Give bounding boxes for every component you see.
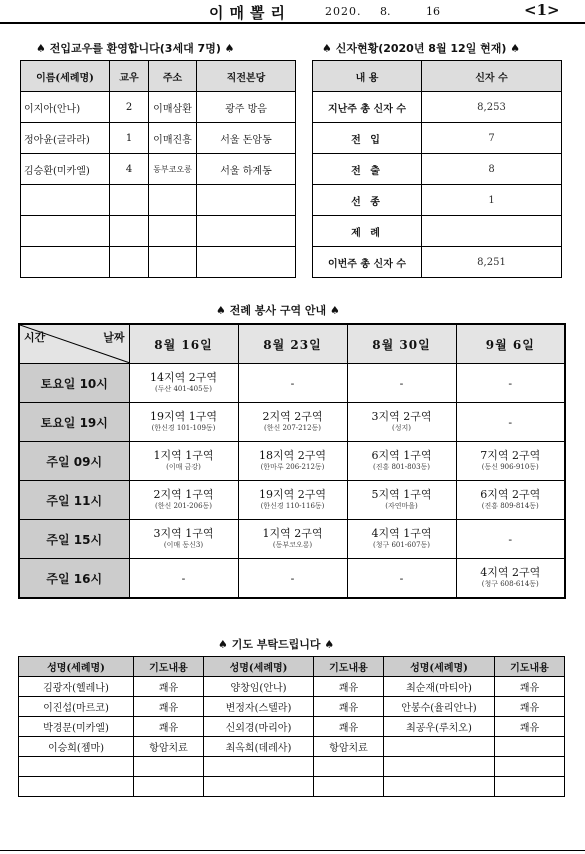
col-prayer-content: 기도내용 xyxy=(134,657,204,677)
table-row xyxy=(313,247,562,278)
date-year: 2020. xyxy=(325,5,362,18)
col-name: 이름(세례명) xyxy=(21,61,110,92)
table-row xyxy=(21,154,296,185)
service-date: 8월 16일 xyxy=(129,324,238,364)
newcomers-header-row xyxy=(21,61,296,92)
members-header-row xyxy=(313,61,562,92)
service-cell xyxy=(347,559,456,599)
newcomer-name: 이지아(안나) xyxy=(21,92,110,123)
prayer-name xyxy=(384,737,495,757)
member-value xyxy=(422,216,562,247)
prayer-name: 이승희(젬마) xyxy=(19,737,134,757)
zone-label: - xyxy=(181,571,186,585)
col-address: 주소 xyxy=(149,61,197,92)
members-table xyxy=(312,60,562,278)
prayer-name: 양창임(안나) xyxy=(204,677,314,697)
member-label: 이번주 총 신자 수 xyxy=(313,247,422,278)
newcomer-address: 동부코오롱 xyxy=(149,154,197,185)
service-date: 8월 23일 xyxy=(238,324,347,364)
prayer-header-row xyxy=(19,657,565,677)
corner-date-label: 날짜 xyxy=(103,331,125,344)
zone-detail: (청구 601-607동) xyxy=(372,541,431,549)
service-cell xyxy=(238,442,347,481)
service-cell xyxy=(347,403,456,442)
zone-label: - xyxy=(399,376,404,390)
col-prayer-content: 기도내용 xyxy=(495,657,565,677)
prayer-title: ♠ 기도 부탁드립니다 ♠ xyxy=(218,638,335,651)
zone-detail: (동신 906-910동) xyxy=(481,463,539,471)
date-day: 16 xyxy=(426,5,440,18)
service-cell xyxy=(456,520,565,559)
col-prayer-name: 성명(세례명) xyxy=(19,657,134,677)
prayer-name: 안봉수(율리안나) xyxy=(384,697,495,717)
service-row xyxy=(19,403,565,442)
newcomer-count: 2 xyxy=(110,92,149,123)
newcomer-name: 정아윤(글라라) xyxy=(21,123,110,154)
col-parish: 직전본당 xyxy=(197,61,296,92)
member-label: 지난주 총 신자 수 xyxy=(313,92,422,123)
prayer-name: 최옥희(데레사) xyxy=(204,737,314,757)
zone-label: 3지역 1구역 xyxy=(153,527,214,540)
prayer-content: 쾌유 xyxy=(134,697,204,717)
table-row xyxy=(313,216,562,247)
zone-detail: (청구 608-614동) xyxy=(481,580,539,588)
service-cell xyxy=(347,364,456,403)
page-header xyxy=(0,0,585,24)
service-cell xyxy=(456,403,565,442)
zone-label: 2지역 2구역 xyxy=(262,410,323,423)
service-header-row xyxy=(19,324,565,364)
member-value: 7 xyxy=(422,123,562,154)
zone-detail: (자연마을) xyxy=(385,502,418,510)
header-rule xyxy=(0,22,585,24)
service-time: 토요일 19시 xyxy=(19,403,129,442)
zone-detail: (동부코오롱) xyxy=(272,541,313,549)
zone-label: 2지역 1구역 xyxy=(153,488,214,501)
zone-label: 4지역 2구역 xyxy=(480,566,541,579)
prayer-name: 신외경(마리아) xyxy=(204,717,314,737)
zone-detail: (이매 금강) xyxy=(166,463,201,471)
prayer-content: 항암치료 xyxy=(134,737,204,757)
service-cell xyxy=(238,481,347,520)
service-cell xyxy=(456,559,565,599)
newcomer-address: 이매진흥 xyxy=(149,123,197,154)
prayer-name: 박경문(미카엘) xyxy=(19,717,134,737)
zone-label: 19지역 2구역 xyxy=(259,488,326,501)
date-month: 8. xyxy=(380,5,391,18)
zone-label: 19지역 1구역 xyxy=(150,410,217,423)
newcomers-table xyxy=(20,60,296,278)
member-label: 전 입 xyxy=(313,123,422,154)
newcomer-parish: 서울 돈암동 xyxy=(197,123,296,154)
footer-rule xyxy=(0,850,585,851)
service-cell xyxy=(456,481,565,520)
service-cell xyxy=(456,364,565,403)
prayer-name: 최공우(루치오) xyxy=(384,717,495,737)
col-members: 신자 수 xyxy=(422,61,562,92)
member-label: 전 출 xyxy=(313,154,422,185)
newcomer-count: 4 xyxy=(110,154,149,185)
col-count: 교우 xyxy=(110,61,149,92)
members-title: ♠ 신자현황(2020년 8월 12일 현재) ♠ xyxy=(322,42,521,55)
newcomer-parish: 광주 방음 xyxy=(197,92,296,123)
prayer-content xyxy=(495,737,565,757)
prayer-content: 항암치료 xyxy=(314,737,384,757)
zone-detail: (이매 동신3) xyxy=(163,541,204,549)
col-prayer-content: 기도내용 xyxy=(314,657,384,677)
service-time: 토요일 10시 xyxy=(19,364,129,403)
prayer-content: 쾌유 xyxy=(134,677,204,697)
zone-label: 4지역 1구역 xyxy=(371,527,432,540)
table-row-empty xyxy=(21,185,296,216)
table-row xyxy=(19,697,565,717)
service-cell xyxy=(238,520,347,559)
table-row-empty xyxy=(21,247,296,278)
table-row-empty xyxy=(19,777,565,797)
prayer-content: 쾌유 xyxy=(314,697,384,717)
zone-label: - xyxy=(508,532,513,546)
service-cell xyxy=(347,481,456,520)
service-row xyxy=(19,520,565,559)
prayer-content: 쾌유 xyxy=(314,717,384,737)
table-row xyxy=(21,92,296,123)
service-row xyxy=(19,481,565,520)
service-cell xyxy=(456,442,565,481)
service-time: 주일 15시 xyxy=(19,520,129,559)
service-cell xyxy=(129,559,238,599)
zone-detail: (한신경 101-109동) xyxy=(151,424,216,432)
table-row-empty xyxy=(21,216,296,247)
member-value: 8 xyxy=(422,154,562,185)
zone-label: 1지역 2구역 xyxy=(262,527,323,540)
member-label: 제 례 xyxy=(313,216,422,247)
prayer-name: 변정자(스텔라) xyxy=(204,697,314,717)
zone-detail: (한신 201-206동) xyxy=(154,502,213,510)
service-cell xyxy=(129,364,238,403)
member-value: 8,251 xyxy=(422,247,562,278)
service-date: 8월 30일 xyxy=(347,324,456,364)
zone-detail: (두산 401-405동) xyxy=(154,385,213,393)
zone-label: 1지역 1구역 xyxy=(153,449,214,462)
service-cell xyxy=(238,403,347,442)
service-table xyxy=(18,323,566,599)
service-time: 주일 16시 xyxy=(19,559,129,599)
prayer-content: 쾌유 xyxy=(495,697,565,717)
prayer-name: 최순재(마티아) xyxy=(384,677,495,697)
page-number: <1> xyxy=(524,1,560,19)
table-row-empty xyxy=(19,757,565,777)
zone-label: 14지역 2구역 xyxy=(150,371,217,384)
service-cell xyxy=(129,520,238,559)
zone-detail: (성지) xyxy=(392,424,411,432)
member-label: 선 종 xyxy=(313,185,422,216)
prayer-content: 쾌유 xyxy=(134,717,204,737)
table-row xyxy=(313,123,562,154)
service-cell xyxy=(238,559,347,599)
bulletin-title: 이매뽈리 xyxy=(209,4,291,22)
service-row xyxy=(19,364,565,403)
newcomer-name: 김승환(미카엘) xyxy=(21,154,110,185)
newcomer-parish: 서울 하계동 xyxy=(197,154,296,185)
service-date: 9월 6일 xyxy=(456,324,565,364)
table-row xyxy=(313,154,562,185)
table-row xyxy=(19,677,565,697)
zone-detail: (한신경 110-116동) xyxy=(260,502,325,510)
zone-label: - xyxy=(399,571,404,585)
prayer-content: 쾌유 xyxy=(495,677,565,697)
zone-label: 6지역 1구역 xyxy=(371,449,432,462)
zone-label: 18지역 2구역 xyxy=(259,449,326,462)
corner-time-label: 시간 xyxy=(24,331,46,344)
newcomers-title: ♠ 전입교우를 환영합니다(3세대 7명) ♠ xyxy=(36,42,235,55)
service-cell xyxy=(129,481,238,520)
zone-label: - xyxy=(290,571,295,585)
col-prayer-name: 성명(세례명) xyxy=(204,657,314,677)
corner-cell xyxy=(19,324,129,364)
table-row xyxy=(313,92,562,123)
zone-label: 7지역 2구역 xyxy=(480,449,541,462)
zone-label: - xyxy=(508,415,513,429)
newcomer-address: 이매삼환 xyxy=(149,92,197,123)
newcomer-count: 1 xyxy=(110,123,149,154)
table-row xyxy=(21,123,296,154)
zone-detail: (한마루 206-212동) xyxy=(260,463,325,471)
table-row xyxy=(19,717,565,737)
prayer-content: 쾌유 xyxy=(495,717,565,737)
table-row xyxy=(313,185,562,216)
zone-label: - xyxy=(508,376,513,390)
zone-detail: (진흥 801-803동) xyxy=(372,463,431,471)
service-cell xyxy=(347,442,456,481)
member-value: 1 xyxy=(422,185,562,216)
zone-detail: (한신 207-212동) xyxy=(263,424,322,432)
col-prayer-name: 성명(세례명) xyxy=(384,657,495,677)
prayer-name: 이진섭(마르코) xyxy=(19,697,134,717)
col-content: 내 용 xyxy=(313,61,422,92)
zone-label: - xyxy=(290,376,295,390)
prayer-content: 쾌유 xyxy=(314,677,384,697)
service-time: 주일 11시 xyxy=(19,481,129,520)
service-row xyxy=(19,442,565,481)
service-cell xyxy=(129,403,238,442)
service-title: ♠ 전례 봉사 구역 안내 ♠ xyxy=(216,304,340,317)
service-cell xyxy=(129,442,238,481)
service-time: 주일 09시 xyxy=(19,442,129,481)
prayer-table xyxy=(18,656,565,797)
zone-detail: (진흥 809-814동) xyxy=(481,502,539,510)
zone-label: 6지역 2구역 xyxy=(480,488,541,501)
prayer-name: 김광자(헬레나) xyxy=(19,677,134,697)
member-value: 8,253 xyxy=(422,92,562,123)
service-cell xyxy=(347,520,456,559)
zone-label: 5지역 1구역 xyxy=(371,488,432,501)
table-row xyxy=(19,737,565,757)
zone-label: 3지역 2구역 xyxy=(371,410,432,423)
service-row xyxy=(19,559,565,599)
service-cell xyxy=(238,364,347,403)
